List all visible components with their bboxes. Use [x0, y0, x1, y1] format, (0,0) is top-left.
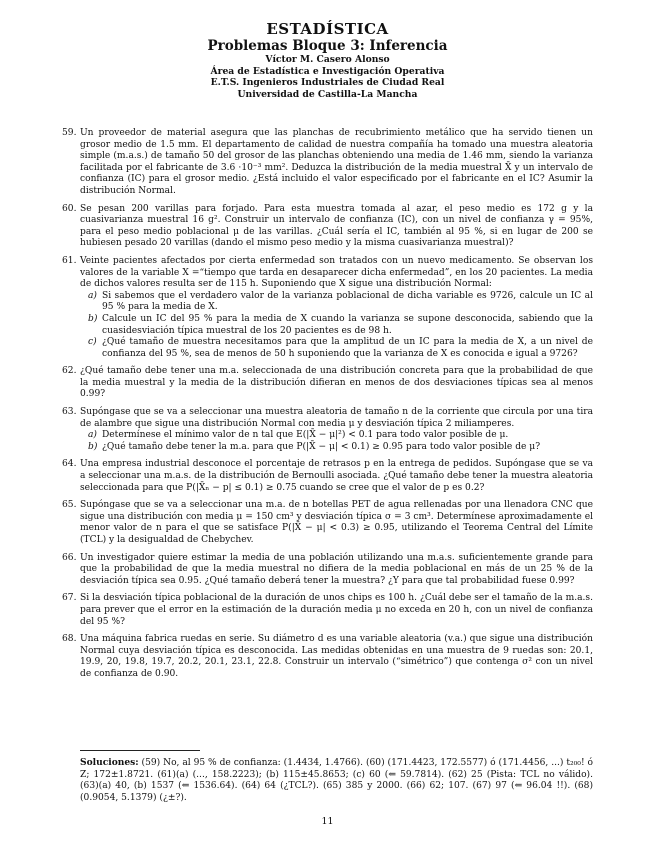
problem-number: 68.	[62, 634, 77, 645]
problem-text: Veinte pacientes afectados por cierta enfermedad son tratados con un nuevo medicamento. Se observan los valores de la variable X =“tiempo que tarda en desaparecer dicha enfermedad”, en los 20 pacientes. La media de dichos valores resulta ser de 115 h. Suponiendo que X sigue una distribución Normal:	[80, 255, 593, 290]
subquestion-text: Calcule un IC del 95 % para la media de X cuando la varianza se supone desconocida, sabiendo que la cuasidesviación típica muestral de los 20 pacientes es de 98 h.	[102, 313, 593, 336]
subquestion-text: Determínese el mínimo valor de n tal que E(|X̄ − μ|²) < 0.1 para todo valor posible de μ.	[102, 430, 509, 441]
school-name: E.T.S. Ingenieros Industriales de Ciudad Real	[210, 77, 445, 88]
document-title: ESTADÍSTICA	[266, 20, 389, 38]
subquestion-label: a)	[88, 290, 97, 301]
subquestion-text: ¿Qué tamaño debe tener la m.a. para que P(|X̄ − μ| < 0.1) ≥ 0.95 para todo valor posible de μ?	[102, 441, 541, 452]
problem-number: 67.	[62, 593, 77, 604]
problem-text: Una empresa industrial desconoce el porcentaje de retrasos p en la entrega de pedidos. Supóngase que se va a seleccionar una m.a.s. de la distribución de Bernoulli asociada. ¿Qué tamaño debe tener la muestra aleatoria seleccionada para que P(|X̄ₙ − p| ≤ 0.1) ≥ 0.75 cuando se cree que el valor de p es 0.2?	[80, 459, 593, 493]
problem-text: Supóngase que se va a seleccionar una m.a. de n botellas PET de agua rellenadas por una llenadora CNC que sigue una distribución con media μ = 150 cm³ y desviación típica σ = 3 cm³. Determínese aproximadamente el menor valor de n para el que se satisface P(|X̄ − μ| < 0.3) ≥ 0.95, utilizando el Teorema Central del Límite (TCL) y la desigualdad de Chebychev.	[80, 500, 593, 545]
subquestion-item	[80, 337, 593, 360]
problem-item	[62, 204, 593, 250]
problem-item	[62, 500, 593, 546]
problem-number: 62.	[62, 366, 77, 377]
problem-list	[62, 128, 593, 687]
problem-number: 63.	[62, 407, 77, 418]
subquestion-label: b)	[88, 313, 98, 324]
problem-text: Un proveedor de material asegura que las planchas de recubrimiento metálico que ha servido tienen un grosor medio de 1.5 mm. El departamento de calidad de nuestra compañía ha tomado una muestra aleatoria simple (m.a.s.) de tamaño 50 del grosor de las planchas obteniendo una media de 1.46 mm, siendo la varianza facilitada por el fabricante de 3.6 ·10⁻³ mm². Deduzca la distribución de la media muestral X̄ y un intervalo de confianza (IC) para el grosor medio. ¿Está incluido el valor especificado por el fabricante en el IC? Asumir la distribución Normal.	[80, 128, 593, 196]
department-area: Área de Estadística e Investigación Operativa	[210, 65, 445, 77]
subquestion-item	[80, 442, 593, 454]
subquestion-list	[80, 291, 593, 361]
problem-number: 66.	[62, 552, 77, 563]
problem-text: Una máquina fabrica ruedas en serie. Su diámetro d es una variable aleatoria (v.a.) que sigue una distribución Normal cuya desviación típica es desconocida. Las medidas obtenidas en una muestra de 9 ruedas son: 20.1, 19.9, 20, 19.8, 19.7, 20.2, 20.1, 23.1, 22.8. Construir un intervalo (“simétrico”) que contenga σ² con un nivel de confianza de 0.90.	[80, 634, 593, 679]
problem-item	[62, 459, 593, 494]
subquestion-item	[80, 314, 593, 337]
subquestion-label: a)	[88, 430, 97, 441]
subquestion-text: Si sabemos que el verdadero valor de la varianza poblacional de dicha variable es 9726, calcule un IC al 95 % para la media de X.	[102, 290, 593, 313]
problem-number: 65.	[62, 500, 77, 511]
problem-text: Supóngase que se va a seleccionar una muestra aleatoria de tamaño n de la corriente que circula por una tira de alambre que sigue una distribución Normal con media μ y desviación típica 2 miliamperes.	[80, 407, 593, 429]
problem-number: 64.	[62, 459, 77, 470]
page-number: 11	[321, 816, 334, 827]
problem-item	[62, 407, 593, 453]
subquestion-label: b)	[88, 441, 98, 452]
problem-number: 60.	[62, 203, 77, 214]
problem-item	[62, 593, 593, 628]
subquestion-text: ¿Qué tamaño de muestra necesitamos para que la amplitud de un IC para la media de X, a un nivel de confianza del 95 %, sea de menos de 50 h suponiendo que la varianza de X es conocida e igual a 9726?	[102, 337, 593, 359]
solutions-text: (59) No, al 95 % de confianza: (1.4434, 1.4766). (60) (171.4423, 172.5577) ó (171.4456, ...) t₂₀₀! ó Z; 172±1.8721. (61)(a) (..., 158.2223); (b) 115±45.8653; (c) 60 (⇐ 59.7814). (62) 25 (Pista: TCL no válido). (63)(a) 40, (b) 1537 (⇐ 1536.64). (64) 64 (¿TCL?). (65) 385 y 2000. (66) 62; 107. (67) 97 (⇐ 96.04 !!). (68) (0.9054, 5.1379) (¿±?).	[80, 758, 593, 803]
subquestion-item	[80, 430, 593, 442]
problem-item	[62, 553, 593, 588]
problem-text: Si la desviación típica poblacional de la duración de unos chips es 100 h. ¿Cuál debe ser el tamaño de la m.a.s. para prever que el error en la estimación de la duración media μ no exceda en 20 h, con un nivel de confianza del 95 %?	[80, 593, 593, 627]
problem-text: Se pesan 200 varillas para forjado. Para esta muestra tomada al azar, el peso medio es 172 g y la cuasivarianza muestral 16 g². Construir un intervalo de confianza (IC), con un nivel de confianza γ = 95%, para el peso medio poblacional μ de las varillas. ¿Cuál sería el IC, también al 95 %, si en lugar de 200 se hubiesen pesado 20 varillas (dando el mismo peso medio y la misma cuasivarianza muestral)?	[80, 203, 593, 249]
solutions-block	[80, 757, 593, 804]
document-header	[0, 20, 655, 100]
problem-text: Un investigador quiere estimar la media de una población utilizando una m.a.s. suficientemente grande para que la probabilidad de que la media muestral no difiera de la media poblacional en más de un 25 % de la desviación típica sea 0.95. ¿Qué tamaño deberá tener la muestra? ¿Y para que tal probabilidad fuese 0.99?	[80, 552, 593, 586]
problem-item	[62, 256, 593, 360]
subquestion-item	[80, 291, 593, 314]
solutions-label: Soluciones:	[80, 757, 139, 768]
problem-item	[62, 366, 593, 401]
footnote-rule	[80, 750, 200, 751]
problem-number: 61.	[62, 255, 77, 266]
subquestion-list	[80, 430, 593, 453]
university-name: Universidad de Castilla-La Mancha	[237, 88, 418, 100]
problem-item	[62, 128, 593, 198]
problem-text: ¿Qué tamaño debe tener una m.a. seleccionada de una distribución concreta para que la probabilidad de que la media muestral y la media de la distribución difieran en menos de dos desviaciones típicas sea al menos 0.99?	[80, 366, 593, 400]
problem-item	[62, 634, 593, 680]
problem-number: 59.	[62, 128, 77, 138]
document-subtitle: Problemas Bloque 3: Inferencia	[207, 38, 448, 54]
author-name: Víctor M. Casero Alonso	[265, 54, 390, 65]
subquestion-label: c)	[88, 337, 97, 348]
